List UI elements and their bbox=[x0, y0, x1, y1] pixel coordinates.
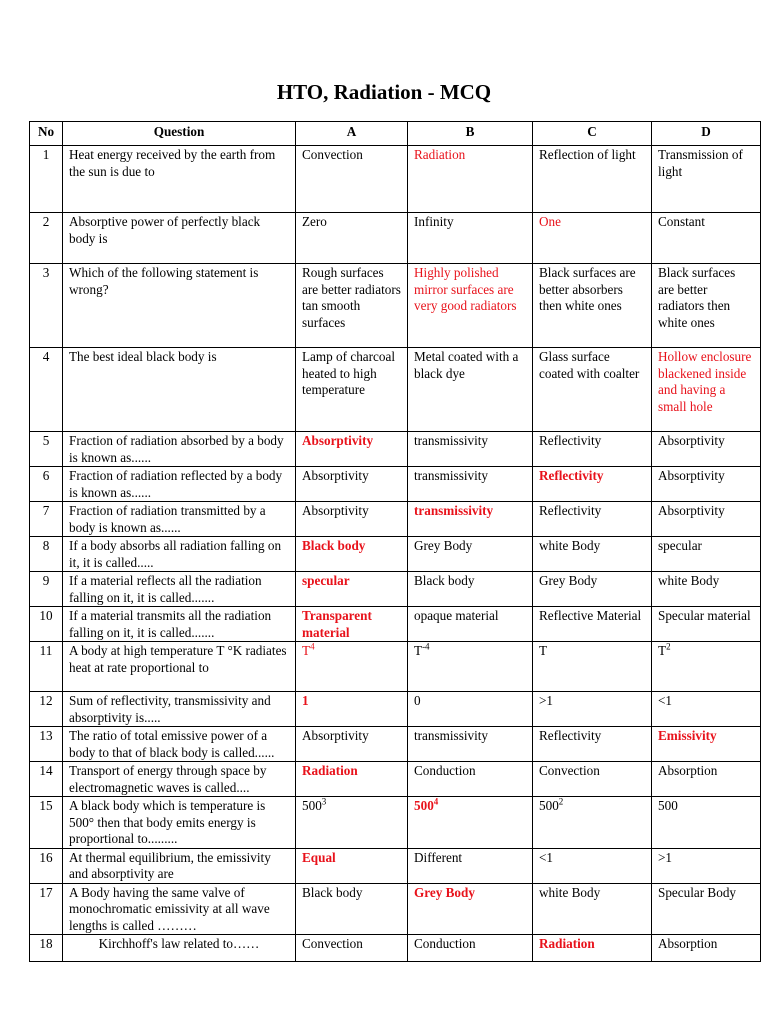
option-b: Different bbox=[408, 848, 533, 883]
option-a bbox=[296, 642, 408, 692]
option-a: Absorptivity bbox=[296, 432, 408, 467]
question-number: 6 bbox=[30, 467, 63, 502]
header-no: No bbox=[30, 122, 63, 146]
header-option-b: B bbox=[408, 122, 533, 146]
table-header-row bbox=[30, 122, 761, 146]
table-row bbox=[30, 883, 761, 935]
option-d: white Body bbox=[652, 572, 761, 607]
option-c: Black surfaces are better absorbers then white ones bbox=[533, 264, 652, 348]
option-c: One bbox=[533, 213, 652, 264]
option-d bbox=[652, 797, 761, 849]
question-number: 13 bbox=[30, 727, 63, 762]
table-row bbox=[30, 348, 761, 432]
question-text: Heat energy received by the earth from the sun is due to bbox=[63, 146, 296, 213]
question-text: The best ideal black body is bbox=[63, 348, 296, 432]
option-exponent: 2 bbox=[558, 796, 564, 807]
option-b: transmissivity bbox=[408, 432, 533, 467]
option-d: Absorptivity bbox=[652, 502, 761, 537]
page-title: HTO, Radiation - MCQ bbox=[276, 80, 492, 104]
header-question: Question bbox=[63, 122, 296, 146]
question-number: 2 bbox=[30, 213, 63, 264]
question-number: 16 bbox=[30, 848, 63, 883]
option-base: T bbox=[658, 643, 667, 658]
option-c: <1 bbox=[533, 848, 652, 883]
option-c: >1 bbox=[533, 692, 652, 727]
option-b: Highly polished mirror surfaces are very good radiators bbox=[408, 264, 533, 348]
option-d bbox=[652, 642, 761, 692]
table-row bbox=[30, 607, 761, 642]
option-c bbox=[533, 642, 652, 692]
option-b: transmissivity bbox=[408, 467, 533, 502]
table-row bbox=[30, 797, 761, 849]
option-d: Transmission of light bbox=[652, 146, 761, 213]
option-d: Absorption bbox=[652, 935, 761, 962]
table-row bbox=[30, 213, 761, 264]
question-text: If a material reflects all the radiation falling on it, it is called....... bbox=[63, 572, 296, 607]
option-exponent: -4 bbox=[422, 641, 430, 652]
option-a: Lamp of charcoal heated to high temperature bbox=[296, 348, 408, 432]
option-b bbox=[408, 642, 533, 692]
option-a: Absorptivity bbox=[296, 727, 408, 762]
question-number: 1 bbox=[30, 146, 63, 213]
question-number: 3 bbox=[30, 264, 63, 348]
table-row bbox=[30, 572, 761, 607]
question-number: 7 bbox=[30, 502, 63, 537]
question-text: Fraction of radiation reflected by a body is known as...... bbox=[63, 467, 296, 502]
question-text: Fraction of radiation absorbed by a body is known as...... bbox=[63, 432, 296, 467]
option-d: Specular material bbox=[652, 607, 761, 642]
option-c: Reflection of light bbox=[533, 146, 652, 213]
table-row bbox=[30, 727, 761, 762]
question-number: 18 bbox=[30, 935, 63, 962]
option-base: 500 bbox=[414, 798, 434, 813]
table-row bbox=[30, 467, 761, 502]
option-c: white Body bbox=[533, 883, 652, 935]
option-c: Reflectivity bbox=[533, 432, 652, 467]
option-a: Zero bbox=[296, 213, 408, 264]
option-base: 500 bbox=[539, 798, 559, 813]
header-option-d: D bbox=[652, 122, 761, 146]
option-c: Reflectivity bbox=[533, 502, 652, 537]
question-number: 14 bbox=[30, 762, 63, 797]
option-a: 1 bbox=[296, 692, 408, 727]
table-row bbox=[30, 692, 761, 727]
option-exponent: 3 bbox=[321, 796, 327, 807]
option-c: white Body bbox=[533, 537, 652, 572]
option-base: T bbox=[302, 643, 311, 658]
option-b: Grey Body bbox=[408, 883, 533, 935]
mcq-table bbox=[29, 121, 761, 962]
option-a: Convection bbox=[296, 146, 408, 213]
option-b: transmissivity bbox=[408, 727, 533, 762]
question-text: Which of the following statement is wrong? bbox=[63, 264, 296, 348]
option-base: T bbox=[414, 643, 423, 658]
option-d: Emissivity bbox=[652, 727, 761, 762]
option-base: T bbox=[539, 643, 548, 658]
option-d: Black surfaces are better radiators then white ones bbox=[652, 264, 761, 348]
table-row bbox=[30, 432, 761, 467]
option-c bbox=[533, 797, 652, 849]
option-c: Glass surface coated with coalter bbox=[533, 348, 652, 432]
question-number: 4 bbox=[30, 348, 63, 432]
option-a: Convection bbox=[296, 935, 408, 962]
option-b: Black body bbox=[408, 572, 533, 607]
table-row bbox=[30, 642, 761, 692]
option-c: Reflectivity bbox=[533, 467, 652, 502]
question-text: A Body having the same valve of monochromatic emissivity at all wave lengths is called ……… bbox=[63, 883, 296, 935]
table-row bbox=[30, 537, 761, 572]
option-b: opaque material bbox=[408, 607, 533, 642]
question-text: Sum of reflectivity, transmissivity and absorptivity is..... bbox=[63, 692, 296, 727]
option-a: Black body bbox=[296, 537, 408, 572]
table-row bbox=[30, 762, 761, 797]
question-text: Kirchhoff's law related to…… bbox=[63, 935, 296, 962]
header-option-c: C bbox=[533, 122, 652, 146]
option-a: Black body bbox=[296, 883, 408, 935]
option-d: Specular Body bbox=[652, 883, 761, 935]
option-d: specular bbox=[652, 537, 761, 572]
question-text: If a body absorbs all radiation falling on it, it is called..... bbox=[63, 537, 296, 572]
question-text: At thermal equilibrium, the emissivity and absorptivity are bbox=[63, 848, 296, 883]
option-b: Grey Body bbox=[408, 537, 533, 572]
question-text: The ratio of total emissive power of a body to that of black body is called...... bbox=[63, 727, 296, 762]
table-row bbox=[30, 848, 761, 883]
table-row bbox=[30, 935, 761, 962]
question-number: 11 bbox=[30, 642, 63, 692]
option-c: Radiation bbox=[533, 935, 652, 962]
option-exponent: 4 bbox=[433, 796, 439, 807]
question-number: 12 bbox=[30, 692, 63, 727]
option-b: Infinity bbox=[408, 213, 533, 264]
option-a: Rough surfaces are better radiators tan smooth surfaces bbox=[296, 264, 408, 348]
option-d: Hollow enclosure blackened inside and having a small hole bbox=[652, 348, 761, 432]
option-exponent: 2 bbox=[666, 641, 671, 652]
option-a: Absorptivity bbox=[296, 467, 408, 502]
option-a: Radiation bbox=[296, 762, 408, 797]
table-row bbox=[30, 502, 761, 537]
question-number: 9 bbox=[30, 572, 63, 607]
table-row bbox=[30, 264, 761, 348]
option-b: Conduction bbox=[408, 762, 533, 797]
option-b: Conduction bbox=[408, 935, 533, 962]
option-a: Equal bbox=[296, 848, 408, 883]
option-b bbox=[408, 797, 533, 849]
option-c: Reflective Material bbox=[533, 607, 652, 642]
question-number: 5 bbox=[30, 432, 63, 467]
option-d: Absorptivity bbox=[652, 467, 761, 502]
option-d: >1 bbox=[652, 848, 761, 883]
option-c: Reflectivity bbox=[533, 727, 652, 762]
question-text: If a material transmits all the radiation falling on it, it is called....... bbox=[63, 607, 296, 642]
option-base: 500 bbox=[302, 798, 322, 813]
question-text: Fraction of radiation transmitted by a body is known as...... bbox=[63, 502, 296, 537]
question-number: 17 bbox=[30, 883, 63, 935]
option-d: <1 bbox=[652, 692, 761, 727]
question-text: Absorptive power of perfectly black body is bbox=[63, 213, 296, 264]
question-number: 10 bbox=[30, 607, 63, 642]
question-number: 8 bbox=[30, 537, 63, 572]
option-a: Transparent material bbox=[296, 607, 408, 642]
option-b: transmissivity bbox=[408, 502, 533, 537]
question-text: Transport of energy through space by electromagnetic waves is called.... bbox=[63, 762, 296, 797]
option-a: Absorptivity bbox=[296, 502, 408, 537]
option-a bbox=[296, 797, 408, 849]
option-c: Convection bbox=[533, 762, 652, 797]
option-d: Absorptivity bbox=[652, 432, 761, 467]
question-number: 15 bbox=[30, 797, 63, 849]
option-c: Grey Body bbox=[533, 572, 652, 607]
option-b: 0 bbox=[408, 692, 533, 727]
option-b: Radiation bbox=[408, 146, 533, 213]
option-base: 500 bbox=[658, 798, 678, 813]
option-a: specular bbox=[296, 572, 408, 607]
option-d: Constant bbox=[652, 213, 761, 264]
option-d: Absorption bbox=[652, 762, 761, 797]
option-exponent: 4 bbox=[310, 641, 315, 652]
question-text: A black body which is temperature is 500° then that body emits energy is proportional to......... bbox=[63, 797, 296, 849]
table-row bbox=[30, 146, 761, 213]
header-option-a: A bbox=[296, 122, 408, 146]
option-b: Metal coated with a black dye bbox=[408, 348, 533, 432]
question-text: A body at high temperature T °K radiates heat at rate proportional to bbox=[63, 642, 296, 692]
